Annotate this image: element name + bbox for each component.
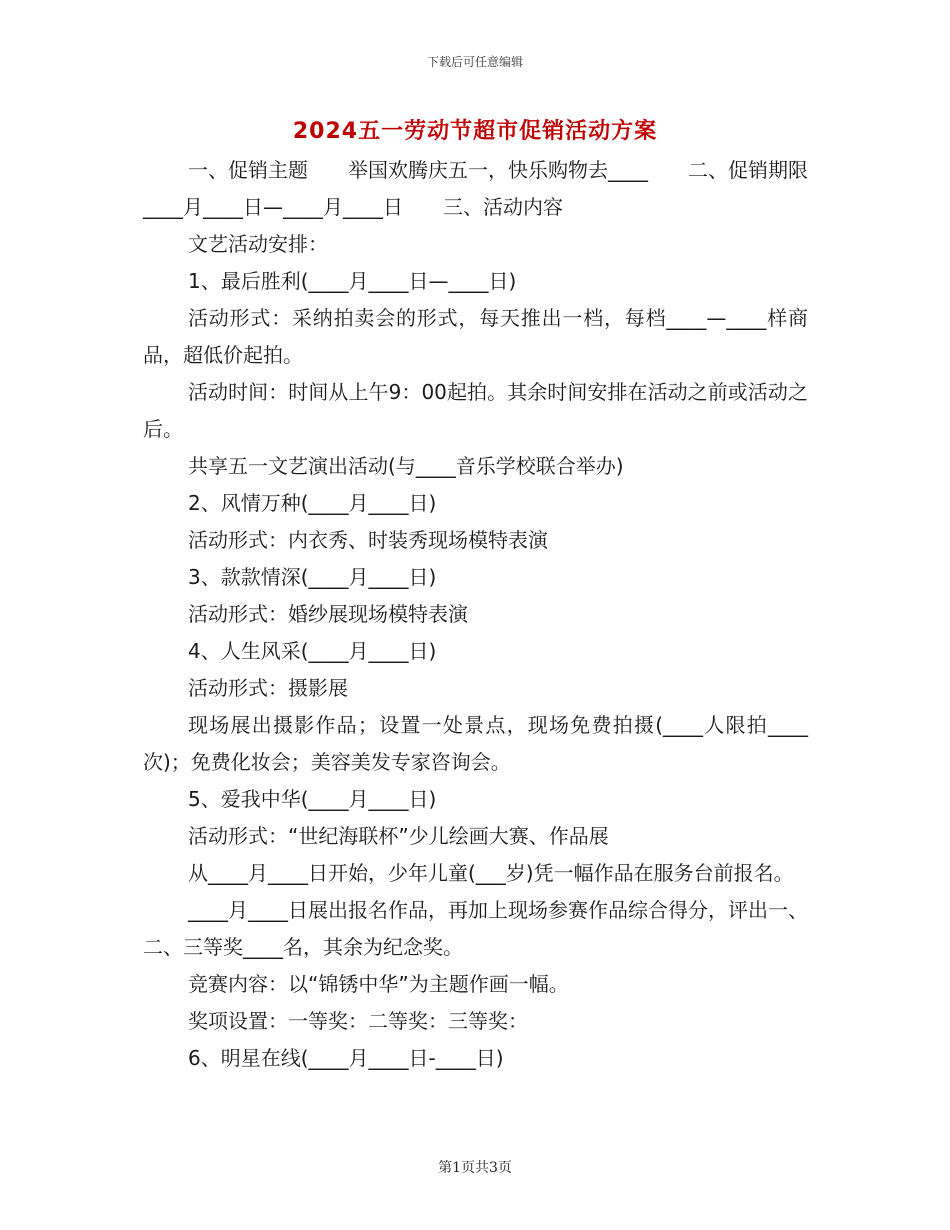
- paragraph-form-4: 活动形式：摄影展: [188, 676, 348, 700]
- paragraph-item-5: 5、爱我中华(____月____日): [188, 787, 437, 811]
- paragraph-exhibition: ____月____日展出报名作品，再加上现场参赛作品综合得分，评出一、二、三等奖____名，其余为纪念奖。: [143, 898, 808, 959]
- paragraph-theme-period: 一、促销主题 举国欢腾庆五一，快乐购物去____ 二、促销期限 ____月____日—____月____日 三、活动内容: [143, 158, 848, 219]
- paragraph-arrangement: 文艺活动安排：: [188, 232, 328, 256]
- paragraph-contest-content: 竞赛内容：以“锦锈中华”为主题作画一幅。: [188, 972, 569, 996]
- paragraph-awards: 奖项设置：一等奖：二等奖：三等奖：: [188, 1009, 528, 1033]
- paragraph-item-2: 2、风情万种(____月____日): [188, 491, 437, 515]
- document-body: [143, 152, 848, 1077]
- paragraph-item-1: 1、最后胜利(____月____日—____日): [188, 269, 517, 293]
- document-title: 2024五一劳动节超市促销活动方案: [292, 119, 658, 144]
- paragraph-item-3: 3、款款情深(____月____日): [188, 565, 437, 589]
- paragraph-registration: 从____月____日开始，少年儿童(___岁)凭一幅作品在服务台前报名。: [188, 861, 794, 885]
- paragraph-performance: 共享五一文艺演出活动(与____音乐学校联合举办): [188, 454, 624, 478]
- paragraph-form-5: 活动形式：“世纪海联杯”少儿绘画大赛、作品展: [188, 824, 609, 848]
- page-footer: 第1页共3页: [438, 1160, 512, 1176]
- page-header: 下载后可任意编辑: [426, 55, 523, 69]
- paragraph-form-2: 活动形式：内衣秀、时装秀现场模特表演: [188, 528, 548, 552]
- paragraph-item-4: 4、人生风采(____月____日): [188, 639, 437, 663]
- paragraph-time-1: 活动时间：时间从上午9：00起拍。其余时间安排在活动之前或活动之后。: [143, 380, 808, 441]
- paragraph-item-6: 6、明星在线(____月____日-____日): [188, 1046, 504, 1070]
- paragraph-form-3: 活动形式：婚纱展现场模特表演: [188, 602, 468, 626]
- paragraph-form-1: 活动形式：采纳拍卖会的形式，每天推出一档，每档____—____样商品，超低价起拍。: [143, 306, 808, 367]
- paragraph-photo-detail: 现场展出摄影作品；设置一处景点，现场免费拍摄(____人限拍____次)；免费化妆会；美容美发专家咨询会。: [143, 713, 808, 774]
